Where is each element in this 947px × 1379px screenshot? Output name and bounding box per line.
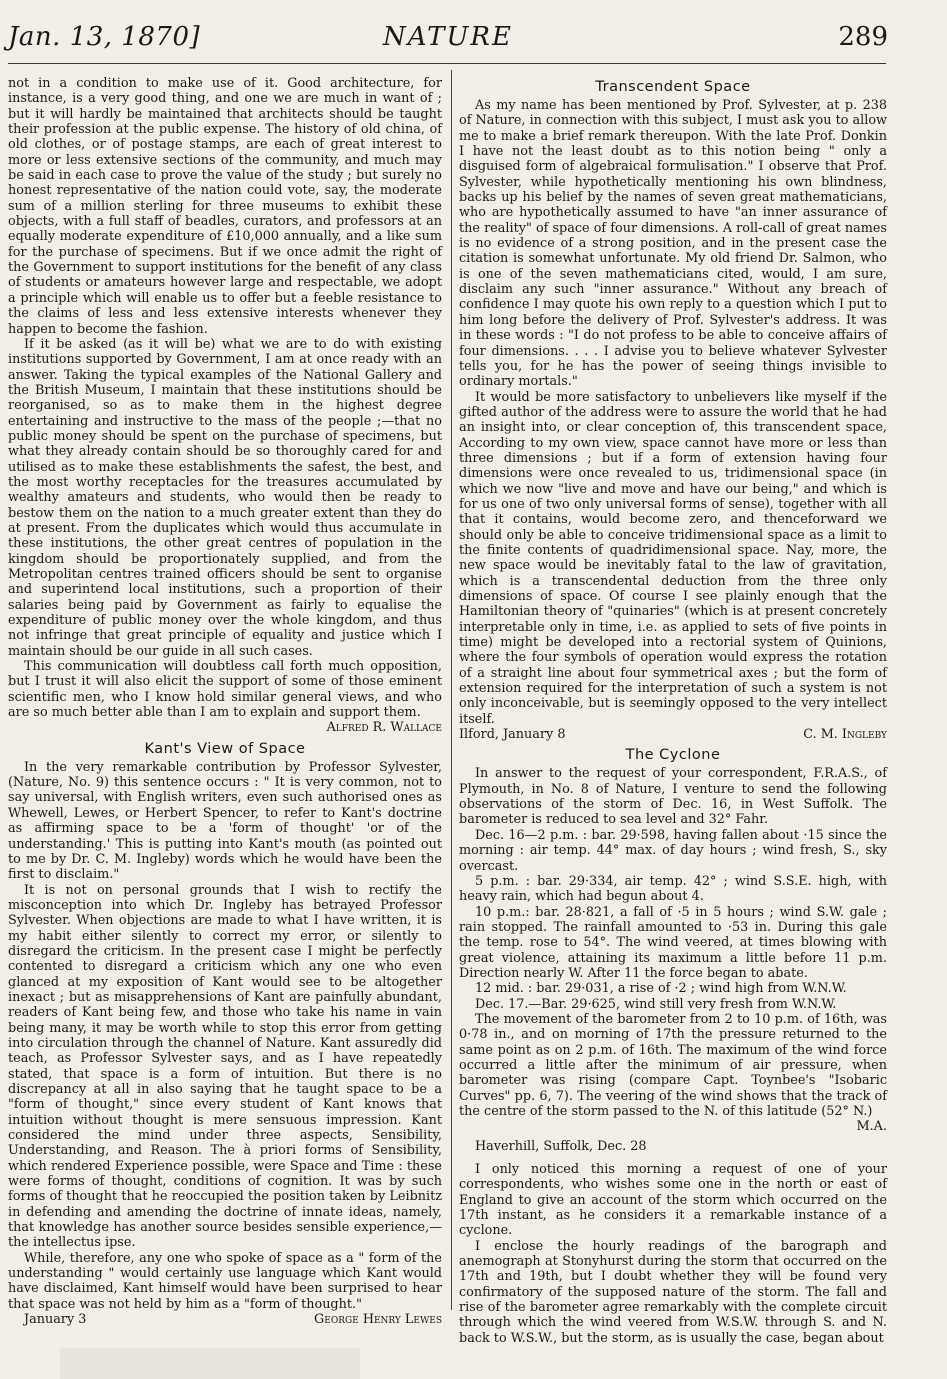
- header-rule: [8, 63, 886, 64]
- kant-heading: Kant's View of Space: [144, 740, 306, 757]
- ma-place: Haverhill, Suffolk, Dec. 28: [475, 1138, 647, 1154]
- issue-date: Jan. 13, 1870]: [8, 22, 201, 52]
- page-corner-mark: [60, 1348, 360, 1379]
- lewes-name: George Henry Lewes: [314, 1312, 442, 1328]
- ma-initials: M.A.: [856, 1119, 887, 1135]
- cyclone-paragraph-6: Dec. 17.—Bar. 29·625, wind still very fresh from W.N.W.: [475, 996, 837, 1012]
- page-header: [8, 22, 888, 62]
- cyclone-paragraph-3: 5 p.m. : bar. 29·334, air temp. 42° ; wind S.S.E. high, with heavy rain, which had begun about 4.: [459, 873, 887, 905]
- cyclone-paragraph-4: 10 p.m.: bar. 28·821, a fall of ·5 in 5 hours ; wind S.W. gale ; rain stopped. The rainfall amounted to ·53 in. During this gale the temp. rose to 54°. The wind veered, at times blowing with great violence, attaining its maximum a little before 11 p.m. Direction nearly W. After 11 the force began to abate.: [459, 904, 887, 981]
- ingleby-signature: [459, 727, 887, 742]
- transcendent-heading: Transcendent Space: [595, 79, 751, 95]
- journal-title: NATURE: [383, 22, 513, 52]
- right-column: [459, 76, 887, 1346]
- cyclone-paragraph-1: In answer to the request of your correspondent, F.R.A.S., of Plymouth, in No. 8 of Nature, I venture to send the following observations of the storm of Dec. 16, in West Suffolk. The barometer is reduced to sea level and 32° Fahr.: [459, 766, 887, 828]
- wallace-paragraph-3: This communication will doubtless call forth much opposition, but I trust it will also elicit the support of some of those eminent scientific men, who I know hold similar general views, and who are so much better able than I am to explain and support them.: [8, 659, 442, 721]
- cyclone-paragraph-7: The movement of the barometer from 2 to 10 p.m. of 16th, was 0·78 in., and on morning of 17th the pressure returned to the same point as on 2 p.m. of 16th. The maximum of the wind force occurred a little after the minimum of air pressure, when barometer was rising (compare Capt. Toynbee's "Isobaric Curves" pp. 6, 7). The veering of the wind shows that the track of the centre of the storm passed to the N. of this latitude (52° N.): [459, 1011, 887, 1119]
- page-number: 289: [838, 22, 888, 52]
- transcendent-paragraph-1: As my name has been mentioned by Prof. Sylvester, at p. 238 of Nature, in connection with this subject, I must ask you to allow me to make a brief remark thereupon. With the late Prof. Donkin I have not the least doubt as to this notion being " only a disguised form of algebraical formulisation." I observe that Prof. Sylvester, while hypothetically mentioning his own blindness, backs up his belief by the names of seven great mathematicians, who are hypothetically assumed to have "an inner assurance of the reality" of space of four dimensions. A roll-call of great names is no evidence of a strong position, and in the present case the citation is somewhat unfortunate. My old friend Dr. Salmon, who is one of the seven mathematicians cited, would, I am sure, disclaim any such "inner assurance." Without any breach of confidence I may quote his own reply to a question which I put to him long before the delivery of Prof. Sylvester's address. It was in these words : "I do not profess to be able to conceive affairs of four dimensions. . . . I advise you to believe whatever Sylvester tells you, for he has the power of seeing things invisible to ordinary mortals.": [459, 98, 887, 390]
- kant-paragraph-2: It is not on personal grounds that I wish to rectify the misconception into which Dr. Ingleby has betrayed Professor Sylvester. When objections are made to what I have written, it is my habit either silently to correct my error, or silently to disregard the criticism. In the present case I might be perfectly contented to disregard a criticism which any one who even glanced at my exposition of Kant would see to be altogether inexact ; but as misapprehensions of Kant are painfully abundant, readers of Kant being few, and those who take his name in vain being many, it may be worth while to stop this error from getting into circulation through the channel of Nature. Kant assuredly did teach, as Professor Sylvester says, and as I have repeatedly stated, that space is a form of intuition. But there is no discrepancy at all in also saying that he taught space to be a "form of thought," since every student of Kant knows that intuition without thought is mere sensuous impression. Kant considered the mind under three aspects, Sensibility, Understanding, and Reason. The à priori forms of Sensibility, which rendered Experience possible, were Space and Time : these were forms of thought, conditions of cognition. It was by such forms of thought that he reoccupied the position taken by Leibnitz in defending and amending the doctrine of innate ideas, namely, that knowledge has another source besides sensible experience,—the intellectus ipse.: [8, 882, 442, 1251]
- lewes-date: January 3: [24, 1312, 87, 1328]
- cyclone-paragraph-5: 12 mid. : bar. 29·031, a rise of ·2 ; wind high from W.N.W.: [475, 981, 847, 997]
- column-divider: [451, 70, 452, 1310]
- wallace-paragraph-1: not in a condition to make use of it. Good architecture, for instance, is a very good thing, and one we are much in want of ; but it will hardly be maintained that architects should be taught their profession at the public expense. The history of old china, of old clothes, or of postage stamps, are each of great interest to more or less extensive sections of the community, and much may be said in each case to prove the value of the study ; but surely no honest representative of the nation could vote, say, the moderate sum of a million sterling for three museums to exhibit these objects, with a full staff of beadles, curators, and professors at an equally moderate expenditure of £10,000 annually, and a like sum for the purchase of specimens. But if we once admit the right of the Government to support institutions for the benefit of any class of students or amateurs however large and respectable, we adopt a principle which will enable us to offer but a feeble resistance to the claims of less and less extensive interests whenever they happen to become the fashion.: [8, 76, 442, 337]
- stonyhurst-paragraph-1: I only noticed this morning a request of one of your correspondents, who wishes some one in the north or east of England to give an account of the storm which occurred on the 17th instant, as he considers it a remarkable instance of a cyclone.: [459, 1162, 887, 1239]
- spacer: [459, 1154, 887, 1162]
- ingleby-name: C. M. Ingleby: [803, 727, 887, 743]
- cyclone-paragraph-2: Dec. 16—2 p.m. : bar. 29·598, having fallen about ·15 since the morning : air temp. 44° max. of day hours ; wind fresh, S., sky overcast.: [459, 827, 887, 874]
- cyclone-heading: The Cyclone: [625, 747, 721, 764]
- lewes-signature: [8, 1312, 442, 1327]
- kant-paragraph-1: In the very remarkable contribution by Professor Sylvester, (Nature, No. 9) this sentence occurs : " It is very common, not to say universal, with English writers, even such authorised ones as Whewell, Lewes, or Herbert Spencer, to refer to Kant's doctrine as affirming space to be a 'form of thought' 'or of the understanding.' This is putting into Kant's mouth (as pointed out to me by Dr. C. M. Ingleby) words which he would have been the first to disclaim.": [8, 759, 442, 883]
- transcendent-paragraph-2: It would be more satisfactory to unbelievers like myself if the gifted author of the address were to assure the world that he had an insight into, or clear conception of, this transcendent space, According to my own view, space cannot have more or less than three dimensions ; but if a form of extension having four dimensions were once revealed to us, tridimensional space (in which we now "live and move and have our being," and which is for us one of two only universal forms of sense), together with all that it contains, would become zero, and thenceforward we should only be able to conceive tridimensional space as a limit to the finite contents of quadridimensional space. Nay, more, the new space would be inevitably fatal to the law of gravitation, which is a transcendental deduction from the three only dimensions of space. Of course I see plainly enough that the Hamiltonian theory of "quinaries" (which is at present concretely interpretable only in time, i.e. as applied to sets of five points in time) might be developed into a rectorial system of Quinions, where the four symbols of operation would express the rotation of a straight line about four symmetrical axes ; but the form of extension required for the interpretation of such a system is not only inconceivable, but is seemingly opposed to the very intellect itself.: [459, 389, 887, 727]
- ingleby-place: Ilford, January 8: [459, 727, 566, 743]
- stonyhurst-paragraph-2: I enclose the hourly readings of the barograph and anemograph at Stonyhurst during the storm that occurred on the 17th and 19th, but I doubt whether they will be found very confirmatory of the supposed nature of the storm. The fall and rise of the barometer agree remarkably with the complete circuit through which the wind veered from W.S.W. through S. and N. back to W.S.W., but the storm, as is usually the case, began about: [459, 1238, 887, 1346]
- wallace-paragraph-2: If it be asked (as it will be) what we are to do with existing institutions supported by Government, I am at once ready with an answer. Taking the typical examples of the National Gallery and the British Museum, I maintain that these institutions should be reorganised, so as to make them in the highest degree entertaining and instructive to the mass of the people ;—that no public money should be spent on the purchase of specimens, but what they already contain should be so thoroughly cared for and utilised as to make these establishments the safest, the best, and the most worthy receptacles for the treasures accumulated by wealthy amateurs and students, who would then be ready to bestow them on the nation to a much greater extent than they do at present. From the duplicates which would thus accumulate in these institutions, the other great centres of population in the kingdom should be proportionately supplied, and from the Metropolitan centres trained officers should be sent to organise and superintend local institutions, such a proportion of their salaries being paid by Government as fairly to equalise the expenditure of public money over the whole kingdom, and thus not infringe that great principle of equality and justice which I maintain should be our guide in all such cases.: [8, 336, 442, 659]
- wallace-signature: Alfred R. Wallace: [326, 720, 442, 736]
- left-column: [8, 76, 442, 1332]
- kant-paragraph-3: While, therefore, any one who spoke of space as a " form of the understanding " would certainly use language which Kant would have disclaimed, Kant himself would have been surprised to hear that space was not held by him as a "form of thought.": [8, 1250, 442, 1312]
